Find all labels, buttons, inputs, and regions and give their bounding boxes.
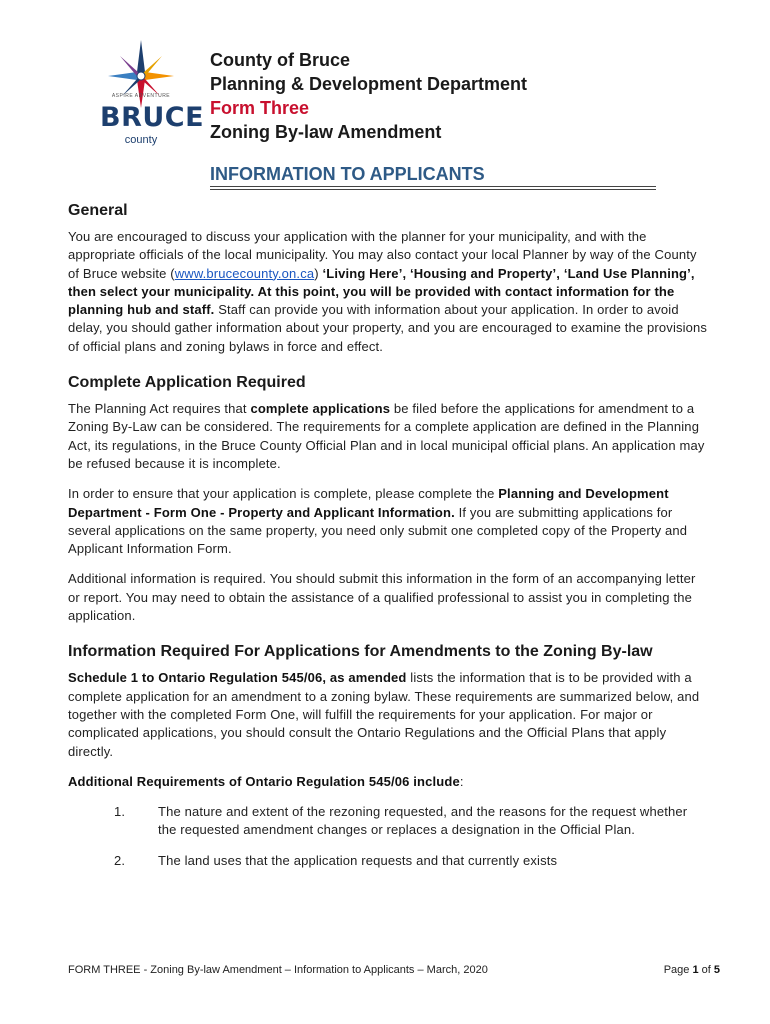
complete-application-heading: Complete Application Required	[68, 374, 306, 392]
logo-tagline: ASPIRE ADVENTURE	[111, 93, 171, 99]
required-paragraph-1: Schedule 1 to Ontario Regulation 545/06, as amended lists the information that is to be provided with a complete application for an amendment to a zoning bylaw. These requirements are summarized below, and together with the completed Form One, will fulfill the requirements for your application. For major or complicated applications, you should consult the Ontario Regulations and the Official Plans that apply directly.	[68, 670, 700, 759]
list-item-number: 1.	[114, 804, 126, 820]
information-required-heading: Information Required For Applications for Amendments to the Zoning By-law	[68, 643, 653, 661]
logo-brand: BRUCE	[100, 102, 205, 133]
logo-sub: county	[124, 134, 158, 146]
footer-form-info: FORM THREE - Zoning By-law Amendment – Information to Applicants – March, 2020	[68, 964, 488, 976]
complete-paragraph-3: Additional information is required. You should submit this information in the form of an accompanying letter or report. You may need to obtain the assistance of a qualified professional to assist you in completing the application.	[68, 571, 696, 624]
title-rule-bottom	[210, 189, 656, 190]
info-title: INFORMATION TO APPLICANTS	[210, 164, 485, 184]
general-paragraph: You are encouraged to discuss your application with the planner for your municipality, and with the appropriate officials of the local municipality. You may also contact your local Planner by way of the County of Bruce website (www.brucecounty.on.ca) ‘Living Here’, ‘Housing and Property’, ‘Land Use Planning’, then select your municipality. At this point, you will be provided with contact information for the planning hub and staff. Staff can provide you with information about your application. In order to avoid delay, you should gather information about your property, and you are encouraged to examine the provisions of official plans and zoning bylaws in force and effect.	[68, 229, 708, 354]
list-item	[68, 803, 708, 840]
list-item	[68, 852, 708, 870]
county-website-link[interactable]: www.brucecounty.on.ca	[174, 265, 315, 281]
complete-paragraph-2: In order to ensure that your application is complete, please complete the Planning and Development Department - Form One - Property and Applicant Information. If you are submitting applications for several applications on the same property, you need only submit one completed copy of the Property and Applicant Information Form.	[68, 486, 688, 557]
list-item-text: The land uses that the application requests and that currently exists	[158, 852, 558, 868]
required-paragraph-2: Additional Requirements of Ontario Regulation 545/06 include:	[68, 773, 464, 789]
document-header	[210, 48, 527, 144]
page-number: Page 1 of 5	[663, 964, 720, 976]
complete-paragraph-1: The Planning Act requires that complete applications be filed before the applications for amendment to a Zoning By-Law can be considered. The requirements for a complete application are defined in the Planning Act, its regulations, in the Bruce County Official Plan and in local municipal official plans. An application may be refused because it is incomplete.	[68, 401, 705, 471]
page-footer	[68, 964, 720, 976]
title-rule-top	[210, 186, 656, 187]
bruce-county-logo	[100, 38, 205, 150]
document-body	[68, 200, 708, 870]
header-department: Planning & Development Department	[210, 74, 528, 94]
list-item-text: The nature and extent of the rezoning requested, and the reasons for the request whether the requested amendment changes or replaces a designation in the Official Plan.	[158, 804, 688, 838]
header-county: County of Bruce	[210, 50, 351, 70]
header-form-number: Form Three	[210, 98, 310, 118]
header-form-title: Zoning By-law Amendment	[210, 122, 442, 142]
list-item-number: 2.	[114, 852, 126, 868]
general-heading: General	[68, 202, 128, 219]
